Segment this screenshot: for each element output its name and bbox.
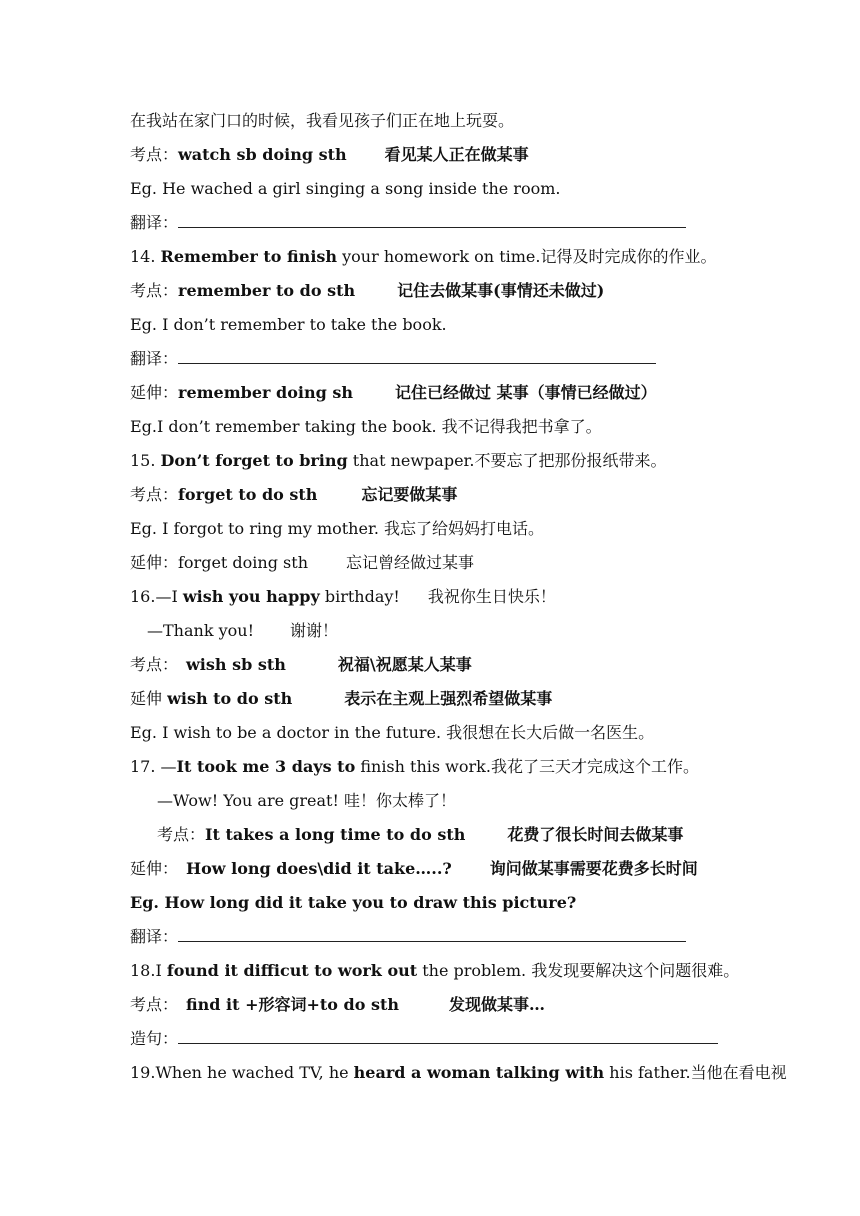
label: 考点：: [130, 655, 179, 674]
text: 19.When he wached TV, he: [130, 1063, 354, 1082]
phrase: heard a woman talking with: [353, 1063, 605, 1082]
number: 18.I: [130, 961, 167, 980]
example-line: [130, 519, 544, 539]
label: 考点：: [130, 485, 179, 504]
label: 考点：: [130, 145, 179, 164]
phrase: wish you happy: [182, 587, 320, 606]
blank-line[interactable]: [178, 927, 686, 942]
sentence-line: [130, 111, 514, 131]
phrase: wish sb sth: [186, 655, 286, 674]
sentence-line: [130, 451, 667, 471]
translation-line: [130, 349, 656, 369]
keypoint-line: [130, 485, 457, 505]
phrase: remember doing sh: [178, 383, 353, 402]
text: the problem. 我发现要解决这个问题很难。: [417, 961, 740, 980]
phrase: watch sb doing sth: [178, 145, 347, 164]
meaning: 忘记曾经做过某事: [346, 553, 475, 572]
text: Eg. I wish to be a doctor in the future. 我很想在长大后做一名医生。: [130, 723, 655, 742]
example-line: [130, 893, 576, 913]
text: Eg. I forgot to ring my mother. 我忘了给妈妈打电话。: [130, 519, 545, 538]
phrase: wish to do sth: [167, 689, 293, 708]
translation-line: [130, 927, 686, 947]
keypoint-line: [130, 995, 545, 1015]
example-line: [130, 179, 560, 199]
label: 翻译：: [130, 213, 179, 232]
text: Eg. How long did it take you to draw this picture?: [130, 893, 577, 912]
label: 延伸：: [130, 383, 179, 402]
phrase: found it difficut to work out: [166, 961, 418, 980]
example-line: [130, 417, 602, 437]
phrase: 延伸：forget doing sth: [130, 553, 309, 572]
meaning: 记住已经做过 某事（事情已经做过）: [395, 383, 657, 402]
translation-line: [130, 213, 686, 233]
dialogue-line: [157, 791, 456, 811]
extension-line: [130, 859, 698, 879]
meaning: 看见某人正在做某事: [384, 145, 529, 164]
extension-line: [130, 383, 657, 403]
example-line: [130, 723, 654, 743]
keypoint-line: [157, 825, 683, 845]
text: birthday!: [319, 587, 400, 606]
meaning: 记住去做某事(事情还未做过): [397, 281, 605, 300]
phrase: Don’t forget to bring: [160, 451, 348, 470]
sentence-line: [130, 247, 716, 267]
example-line: [130, 315, 447, 335]
number: 16.—I: [130, 587, 183, 606]
meaning: 忘记要做某事: [361, 485, 458, 504]
keypoint-line: [130, 145, 529, 165]
label: 考点：: [130, 995, 179, 1014]
text: that newpaper.不要忘了把那份报纸带来。: [347, 451, 667, 470]
extension-line: [130, 689, 552, 709]
meaning: 询问做某事需要花费多长时间: [489, 859, 698, 878]
meaning: 表示在主观上强烈希望做某事: [344, 689, 553, 708]
text: —Wow! You are great! 哇！你太棒了！: [157, 791, 456, 810]
blank-line[interactable]: [178, 349, 656, 364]
text: his father.当他在看电视: [604, 1063, 787, 1082]
phrase: remember to do sth: [178, 281, 356, 300]
text: —Thank you!: [147, 621, 255, 640]
dialogue-line: [147, 621, 338, 641]
phrase: It takes a long time to do sth: [205, 825, 466, 844]
text: Eg.I don’t remember taking the book. 我不记得我把书拿了。: [130, 417, 602, 436]
phrase: Remember to finish: [160, 247, 338, 266]
label: 考点：: [157, 825, 206, 844]
phrase: How long does\did it take…..?: [186, 859, 452, 878]
label: 造句：: [130, 1029, 179, 1048]
blank-line[interactable]: [178, 213, 686, 228]
sentence-line: [130, 1063, 787, 1083]
keypoint-line: [130, 281, 604, 301]
translation: 谢谢！: [290, 621, 339, 640]
text: Eg. I don’t remember to take the book.: [130, 315, 447, 334]
meaning: 祝福\祝愿某人某事: [337, 655, 472, 674]
text: finish this work.我花了三天才完成这个工作。: [355, 757, 699, 776]
phrase: find it +形容词+to do sth: [186, 995, 399, 1014]
label: 翻译：: [130, 349, 179, 368]
number: 15.: [130, 451, 161, 470]
label: 延伸: [130, 689, 168, 708]
phrase: It took me 3 days to: [176, 757, 356, 776]
sentence-making-line: [130, 1029, 718, 1049]
text: your homework on time.记得及时完成你的作业。: [337, 247, 717, 266]
translation: 我祝你生日快乐！: [427, 587, 556, 606]
text: Eg. He wached a girl singing a song inside the room.: [130, 179, 561, 198]
label: 延伸：: [130, 859, 179, 878]
sentence-line: [130, 961, 739, 981]
number: 14.: [130, 247, 161, 266]
dialogue-line: [130, 757, 699, 777]
blank-line[interactable]: [178, 1029, 718, 1044]
label: 翻译：: [130, 927, 179, 946]
text: 在我站在家门口的时候，我看见孩子们正在地上玩耍。: [130, 111, 515, 130]
dialogue-line: [130, 587, 556, 607]
phrase: forget to do sth: [178, 485, 318, 504]
label: 考点：: [130, 281, 179, 300]
extension-line: [130, 553, 474, 573]
number: 17. —: [130, 757, 177, 776]
meaning: 发现做某事…: [449, 995, 546, 1014]
keypoint-line: [130, 655, 472, 675]
meaning: 花费了很长时间去做某事: [507, 825, 684, 844]
